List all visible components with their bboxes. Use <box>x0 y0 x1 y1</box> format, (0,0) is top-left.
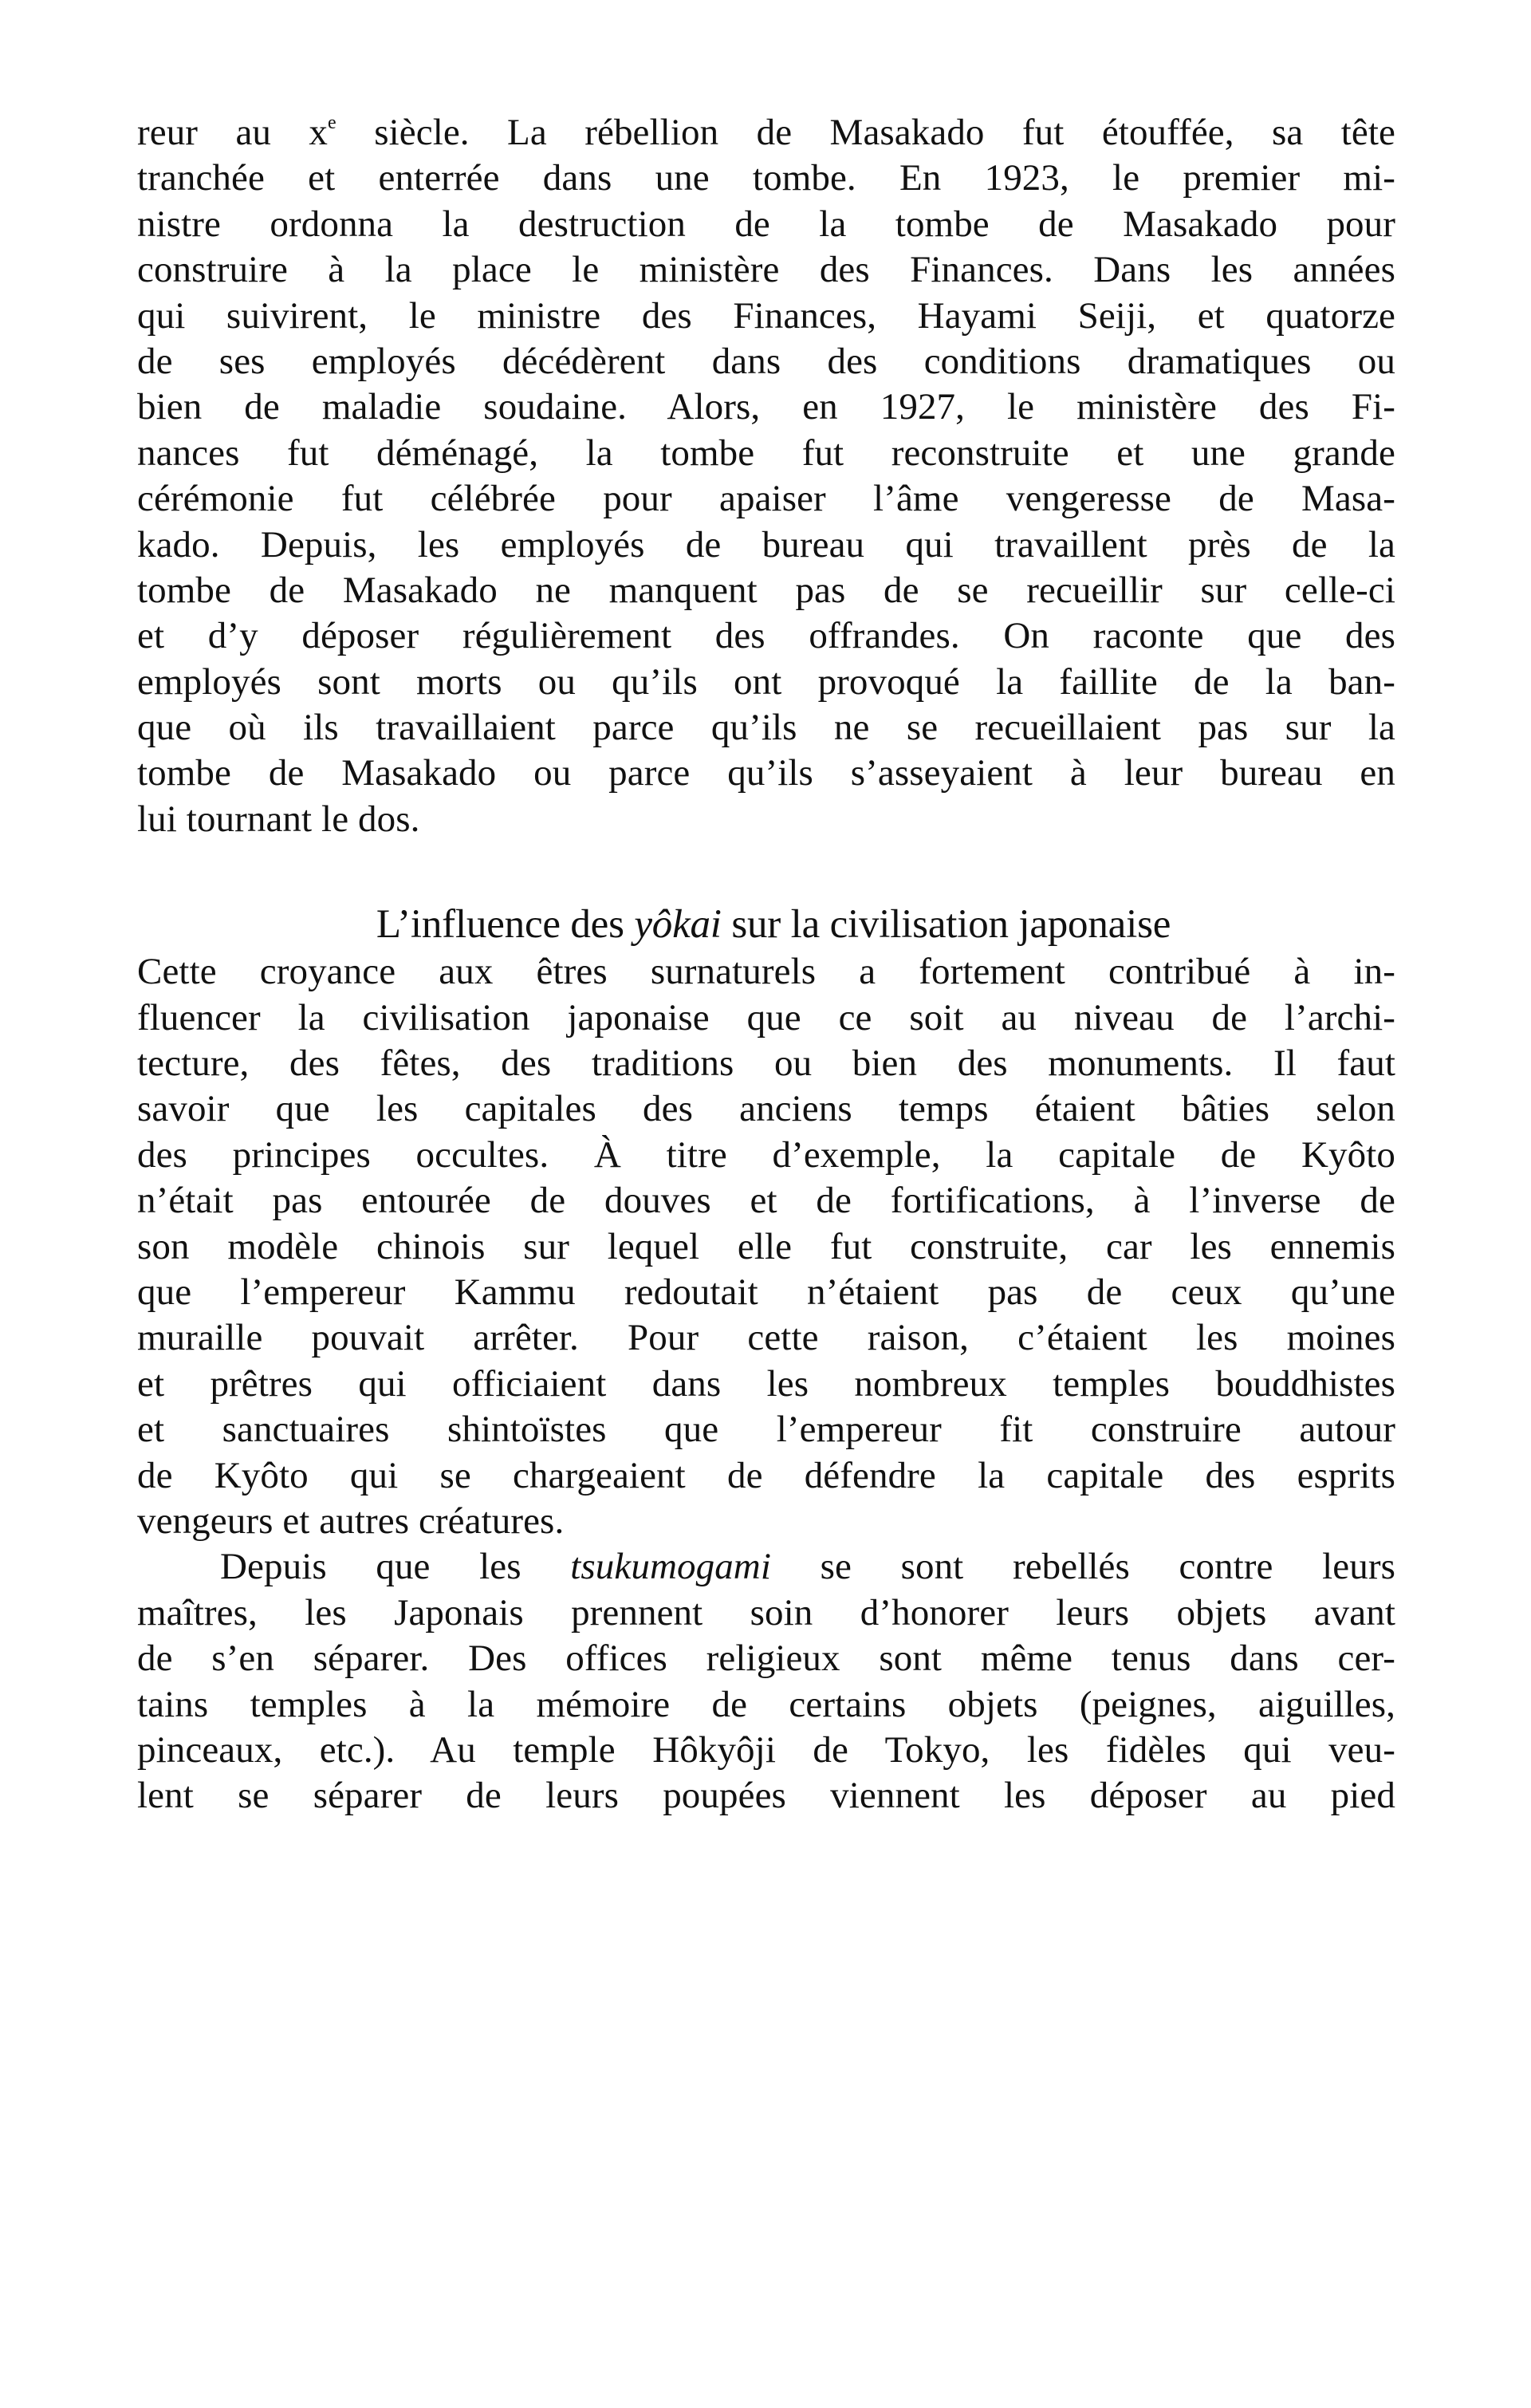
section-spacer <box>137 842 1395 900</box>
text-line: pinceaux, etc.). Au temple Hôkyôji de Tokyo, les fidèles qui veu- <box>137 1728 1395 1771</box>
text-line <box>137 1544 1395 1590</box>
text-line: lent se séparer de leurs poupées viennent les déposer au pied <box>137 1775 1395 1817</box>
text-line: que l’empereur Kammu redoutait n’étaient pas de ceux qu’une <box>137 1271 1395 1313</box>
text-line: et d’y déposer régulièrement des offrandes. On raconte que des <box>137 615 1395 657</box>
text-line: de s’en séparer. Des offices religieux sont même tenus dans cer- <box>137 1638 1395 1680</box>
text-fragment: reur au x <box>137 112 329 153</box>
heading-italic-term: yôkai <box>634 902 722 948</box>
text-line: nances fut déménagé, la tombe fut reconstruite et une grande <box>137 432 1395 474</box>
ordinal-superscript: e <box>328 112 337 133</box>
book-page <box>137 110 1395 1819</box>
text-line: tranchée et enterrée dans une tombe. En 1923, le premier mi- <box>137 157 1395 199</box>
text-line: lui tournant le dos. <box>137 798 420 840</box>
text-line: et sanctuaires shintoïstes que l’empereur fit construire autour <box>137 1409 1395 1451</box>
text-line: et prêtres qui officiaient dans les nombreux temples bouddhistes <box>137 1362 1395 1405</box>
text-line: construire à la place le ministère des Finances. Dans les années <box>137 249 1395 291</box>
text-line: fluencer la civilisation japonaise que ce soit au niveau de l’archi- <box>137 996 1395 1038</box>
text-line: vengeurs et autres créatures. <box>137 1500 565 1542</box>
text-line: nistre ordonna la destruction de la tombe de Masakado pour <box>137 203 1395 245</box>
section-heading <box>137 900 1395 949</box>
text-line: savoir que les capitales des anciens temps étaient bâties selon <box>137 1088 1395 1130</box>
text-line: tecture, des fêtes, des traditions ou bien des monuments. Il faut <box>137 1042 1395 1085</box>
text-line: tombe de Masakado ou parce qu’ils s’asseyaient à leur bureau en <box>137 752 1395 794</box>
text-line: de ses employés décédèrent dans des conditions dramatiques ou <box>137 340 1395 382</box>
paragraph-influence <box>137 949 1395 1544</box>
text-line: son modèle chinois sur lequel elle fut construite, car les ennemis <box>137 1225 1395 1267</box>
text-line: tombe de Masakado ne manquent pas de se recueillir sur celle-ci <box>137 569 1395 611</box>
text-line: Cette croyance aux êtres surnaturels a fortement contribué à in- <box>137 951 1395 993</box>
text-line: employés sont morts ou qu’ils ont provoqué la faillite de la ban- <box>137 660 1395 703</box>
text-line: des principes occultes. À titre d’exemple, la capitale de Kyôto <box>137 1133 1395 1176</box>
text-line: de Kyôto qui se chargeaient de défendre la capitale des esprits <box>137 1454 1395 1496</box>
text-line: muraille pouvait arrêter. Pour cette raison, c’étaient les moines <box>137 1317 1395 1359</box>
text-line: kado. Depuis, les employés de bureau qui travaillent près de la <box>137 523 1395 566</box>
heading-text: L’influence des <box>376 902 635 948</box>
italic-term: tsukumogami <box>570 1546 772 1588</box>
text-line: n’était pas entourée de douves et de fortifications, à l’inverse de <box>137 1180 1395 1222</box>
text-line <box>137 110 1395 156</box>
text-line: maîtres, les Japonais prennent soin d’honorer leurs objets avant <box>137 1591 1395 1634</box>
heading-text: sur la civilisation japonaise <box>721 902 1171 948</box>
text-line: cérémonie fut célébrée pour apaiser l’âme vengeresse de Masa- <box>137 478 1395 520</box>
text-fragment: Depuis que les <box>220 1546 571 1588</box>
paragraph-masakado <box>137 110 1395 842</box>
text-fragment: se sont rebellés contre leurs <box>771 1546 1395 1588</box>
text-line: bien de maladie soudaine. Alors, en 1927, le ministère des Fi- <box>137 386 1395 428</box>
text-fragment: siècle. La rébellion de Masakado fut étouffée, sa tête <box>336 112 1395 153</box>
text-line: que où ils travaillaient parce qu’ils ne se recueillaient pas sur la <box>137 707 1395 749</box>
text-line: qui suivirent, le ministre des Finances, Hayami Seiji, et quatorze <box>137 294 1395 337</box>
text-line: tains temples à la mémoire de certains objets (peignes, aiguilles, <box>137 1683 1395 1725</box>
paragraph-tsukumogami <box>137 1544 1395 1819</box>
